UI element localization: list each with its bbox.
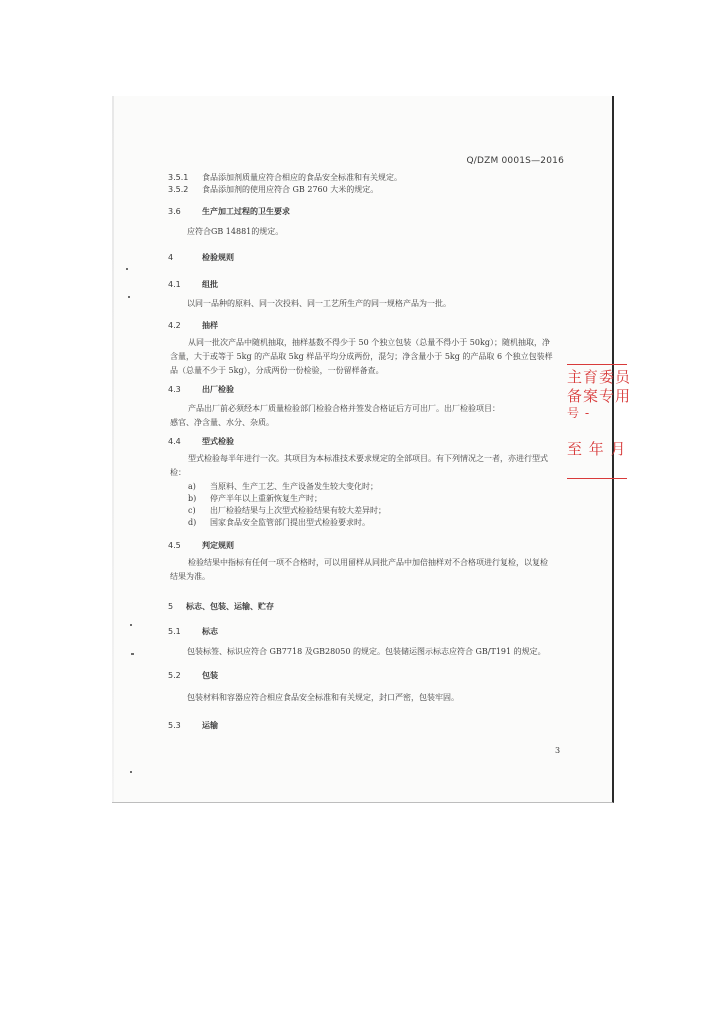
list-item-c: c) 出厂检验结果与上次型式检验结果有较大差异时； bbox=[188, 506, 386, 515]
filing-stamp bbox=[567, 358, 637, 480]
stamp-line-3: 号 - bbox=[567, 406, 591, 420]
scanned-page bbox=[112, 96, 632, 803]
heading-5-1: 5.1 标志 bbox=[168, 627, 218, 636]
clause-3-5-1: 3.5.1 食品添加剂质量应符合相应的食品安全标准和有关规定。 bbox=[168, 173, 402, 182]
scan-speck bbox=[131, 653, 134, 655]
heading-5-2: 5.2 包装 bbox=[168, 671, 218, 680]
list-item-d: d) 国家食品安全监管部门提出型式检验要求时。 bbox=[188, 518, 370, 527]
text-4-2: 从同一批次产品中随机抽取，抽样基数不得少于 50 个独立包装（总量不得小于 50kg）；随机抽取，净含量，大于或等于 5kg 的产品取 5kg 样品平均分成两份，混匀；净含量小于 5kg 的产品取 6 个独立包装样品（总量不少于 5kg），分成两份一份检验，一份留样备查。 bbox=[170, 338, 553, 375]
heading-4-1: 4.1 组批 bbox=[168, 280, 218, 289]
heading-4: 4 检验规则 bbox=[168, 253, 234, 262]
heading-4-2: 4.2 抽样 bbox=[168, 321, 218, 330]
stamp-border-bottom bbox=[567, 478, 627, 479]
scan-speck bbox=[130, 624, 132, 626]
standard-number: Q/DZM 0001S—2016 bbox=[466, 156, 564, 166]
text-3-6: 应符合GB 14881的规定。 bbox=[187, 227, 284, 236]
heading-3-6: 3.6 生产加工过程的卫生要求 bbox=[168, 207, 290, 216]
text-4-5: 检验结果中指标有任何一项不合格时，可以用留样从同批产品中加倍抽样对不合格项进行复检，以复检结果为准。 bbox=[170, 558, 548, 581]
text-4-3: 产品出厂前必须经本厂质量检验部门检验合格并签发合格证后方可出厂。出厂检验项目：感官、净含量、水分、杂质。 bbox=[170, 404, 500, 427]
list-item-b: b) 停产半年以上重新恢复生产时； bbox=[188, 494, 322, 503]
heading-5-3: 5.3 运输 bbox=[168, 721, 218, 730]
text-5-2: 包装材料和容器应符合相应食品安全标准和有关规定，封口严密，包装牢固。 bbox=[187, 693, 459, 702]
clause-3-5-2: 3.5.2 食品添加剂的使用应符合 GB 2760 大米的规定。 bbox=[168, 185, 379, 194]
heading-4-4: 4.4 型式检验 bbox=[168, 437, 234, 446]
heading-4-3: 4.3 出厂检验 bbox=[168, 385, 234, 394]
page-number: 3 bbox=[555, 746, 561, 755]
scan-speck bbox=[130, 771, 132, 773]
stamp-line-2: 备案专用 bbox=[567, 387, 632, 405]
text-4-1: 以同一品种的原料、同一次投料、同一工艺所生产的同一规格产品为一批。 bbox=[187, 299, 451, 308]
stamp-line-1: 主育委员 bbox=[567, 368, 632, 386]
text-5-1: 包装标签、标识应符合 GB7718 及GB28050 的规定。包装储运图示标志应符合 GB/T191 的规定。 bbox=[187, 647, 546, 656]
heading-4-5: 4.5 判定规则 bbox=[168, 541, 234, 550]
text-4-4: 型式检验每半年进行一次。其项目为本标准技术要求规定的全部项目。有下列情况之一者，亦进行型式检： bbox=[170, 454, 548, 477]
heading-5: 5 标志、包装、运输、贮存 bbox=[168, 602, 274, 611]
list-item-a: a) 当原料、生产工艺、生产设备发生较大变化时； bbox=[188, 482, 378, 491]
scan-speck bbox=[128, 296, 130, 298]
stamp-line-4: 至 年 月 bbox=[567, 440, 627, 458]
stamp-border-top bbox=[567, 364, 627, 365]
scan-speck bbox=[126, 268, 128, 270]
